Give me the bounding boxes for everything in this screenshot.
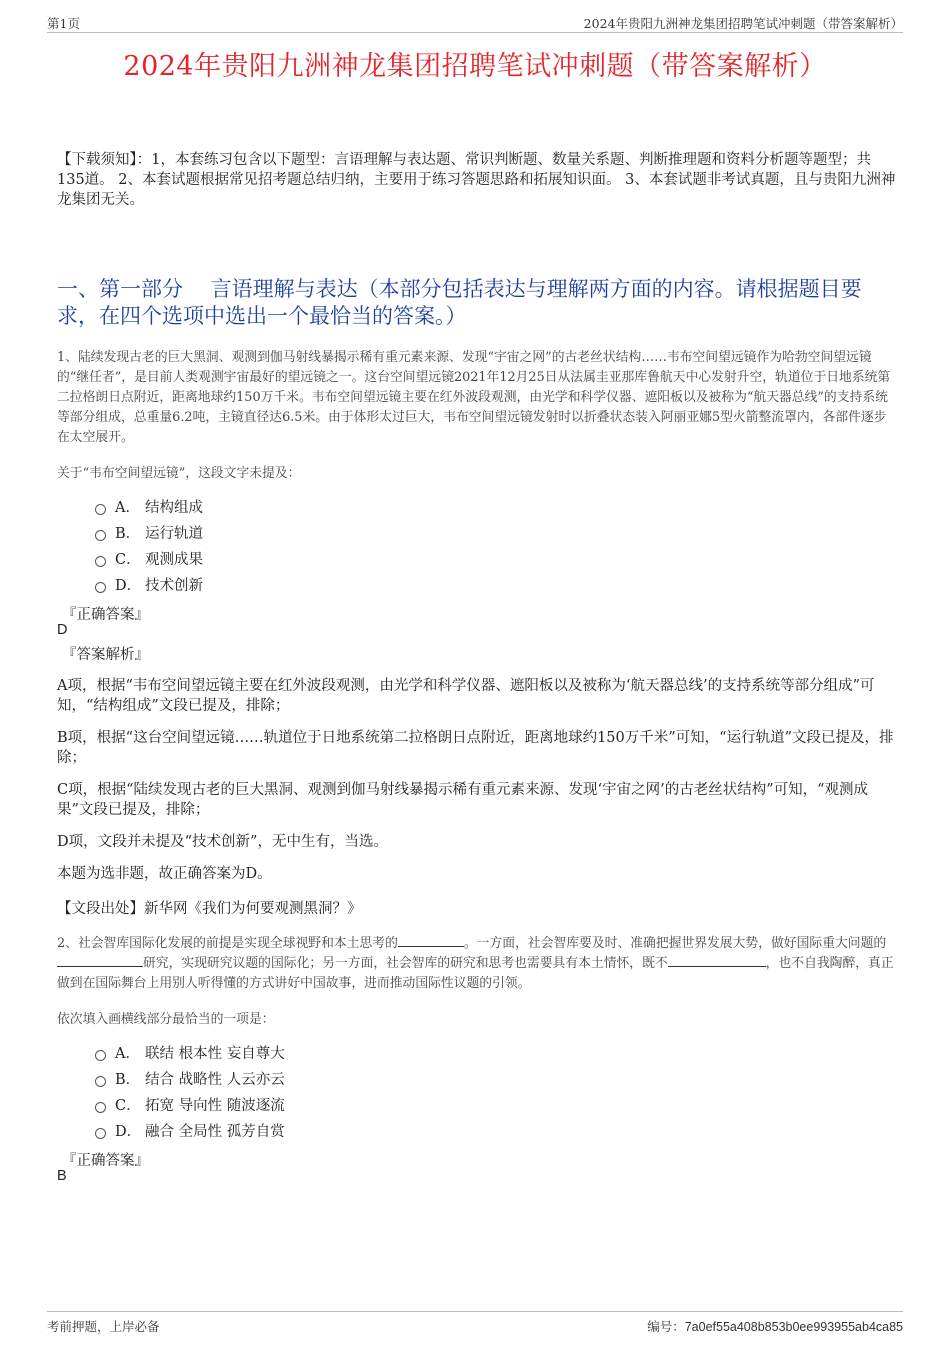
option-text: 联结 根本性 妄自尊大	[145, 1045, 285, 1062]
question-1-stem: 1、陆续发现古老的巨大黑洞、观测到伽马射线暴揭示稀有重元素来源、发现“宇宙之网”的古老丝状结构……韦布空间望远镜作为哈勃空间望远镜的“继任者”，是目前人类观测宇宙最好的望远镜之一。这台空间望远镜2021年12月25日从法属圭亚那库鲁航天中心发射升空，轨道位于日地系统第二拉格朗日点附近，距离地球约150万千米。韦布空间望远镜主要在红外波段观测，由光学和科学仪器、遮阳板以及被称为“航天器总线”的支持系统等部分组成，总重量6.2吨，主镜直径达6.5米。由于体形太过巨大，韦布空间望远镜发射时以折叠状态装入阿丽亚娜5型火箭整流罩内，各部件逐步在太空展开。	[57, 350, 891, 445]
option-text: 技术创新	[145, 577, 203, 594]
option-key: A．	[115, 1045, 140, 1062]
stem-part: ，也不自我陶醉，真正做到在国际舞台上用别人听得懂的方式讲好中国故事，进而推动国际性议题的引领。	[57, 956, 894, 991]
option-key: D．	[115, 577, 142, 594]
header-doc-title: 2024年贵阳九洲神龙集团招聘笔试冲刺题（带答案解析）	[583, 16, 903, 31]
analysis-c: C项，根据“陆续发现古老的巨大黑洞、观测到伽马射线暴揭示稀有重元素来源、发现‘宇宙之网’的古老丝状结构”可知，“观测成果”文段已提及，排除；	[57, 782, 869, 818]
option-key: D．	[115, 1123, 142, 1140]
section-title: 一、第一部分 言语理解与表达（本部分包括表达与理解两方面的内容。请根据题目要求，在四个选项中选出一个最恰当的答案。）	[57, 277, 862, 328]
option-text: 结合 战略性 人云亦云	[145, 1071, 285, 1088]
document-code	[647, 1317, 903, 1335]
option-c[interactable]	[95, 545, 203, 571]
option-a[interactable]	[95, 1039, 285, 1065]
stem-part: 2、社会智库国际化发展的前提是实现全球视野和本土思考的	[57, 936, 398, 951]
radio-icon[interactable]	[95, 1128, 106, 1139]
option-b[interactable]	[95, 519, 203, 545]
stem-part: 。一方面，社会智库要及时、准确把握世界发展大势，做好国际重大问题的	[463, 936, 887, 951]
footer-slogan: 考前押题，上岸必备	[47, 1319, 160, 1334]
radio-icon[interactable]	[95, 530, 106, 541]
document-title: 2024年贵阳九洲神龙集团招聘笔试冲刺题（带答案解析）	[123, 51, 827, 82]
analysis-b: B项，根据“这台空间望远镜……轨道位于日地系统第二拉格朗日点附近，距离地球约150万千米”可知，“运行轨道”文段已提及，排除；	[57, 730, 894, 766]
code-value: 7a0ef55a408b853b0ee993955ab4ca85	[684, 1320, 903, 1334]
analysis-label: 『答案解析』	[62, 647, 149, 663]
option-key: A．	[115, 499, 140, 516]
passage-source: 【文段出处】新华网《我们为何要观测黑洞？》	[57, 901, 362, 917]
radio-icon[interactable]	[95, 1076, 106, 1087]
option-text: 结构组成	[145, 499, 203, 516]
analysis-a: A项，根据“韦布空间望远镜主要在红外波段观测，由光学和科学仪器、遮阳板以及被称为‘航天器总线’的支持系统等部分组成”可知，“结构组成”文段已提及，排除；	[57, 678, 875, 714]
option-d[interactable]	[95, 571, 203, 597]
question-2-options	[95, 1039, 285, 1143]
option-text: 观测成果	[145, 551, 203, 568]
page-header	[47, 14, 903, 33]
option-text: 融合 全局性 孤芳自赏	[145, 1123, 285, 1140]
option-key: B．	[115, 525, 141, 542]
answer-label: 『正确答案』	[62, 1153, 149, 1169]
answer-label: 『正确答案』	[62, 607, 149, 623]
page-footer	[47, 1311, 903, 1334]
option-key: B．	[115, 1071, 141, 1088]
radio-icon[interactable]	[95, 1102, 106, 1113]
option-text: 拓宽 导向性 随波逐流	[145, 1097, 285, 1114]
option-a[interactable]	[95, 493, 203, 519]
code-label: 编号：	[647, 1319, 685, 1334]
fill-blank	[57, 954, 143, 967]
question-2-lead: 依次填入画横线部分最恰当的一项是：	[57, 1012, 275, 1027]
option-key: C．	[115, 1097, 141, 1114]
radio-icon[interactable]	[95, 1050, 106, 1061]
question-1-options	[95, 493, 203, 597]
option-text: 运行轨道	[145, 525, 203, 542]
page-number: 第1页	[47, 16, 80, 31]
option-d[interactable]	[95, 1117, 285, 1143]
stem-part: 研究，实现研究议题的国际化；另一方面，社会智库的研究和思考也需要具有本土情怀，既不	[143, 956, 668, 971]
option-c[interactable]	[95, 1091, 285, 1117]
option-key: C．	[115, 551, 141, 568]
fill-blank	[398, 934, 464, 947]
option-b[interactable]	[95, 1065, 285, 1091]
answer-value: D	[57, 622, 68, 638]
download-notice: 【下载须知】：1，本套练习包含以下题型：言语理解与表达题、常识判断题、数量关系题、判断推理题和资料分析题等题型；共135道。 2、本套试题根据常见招考题总结归纳，主要用于练习答题思路和拓展知识面。 3、本套试题非考试真题，且与贵阳九洲神龙集团无关。	[57, 152, 896, 208]
fill-blank	[668, 954, 766, 967]
answer-value: B	[57, 1168, 67, 1184]
analysis-conclusion: 本题为选非题，故正确答案为D。	[57, 866, 272, 882]
radio-icon[interactable]	[95, 504, 106, 515]
question-1-lead: 关于“韦布空间望远镜”，这段文字未提及：	[57, 466, 301, 481]
analysis-d: D项，文段并未提及“技术创新”，无中生有，当选。	[57, 834, 388, 850]
question-2-stem	[57, 934, 899, 994]
radio-icon[interactable]	[95, 582, 106, 593]
radio-icon[interactable]	[95, 556, 106, 567]
